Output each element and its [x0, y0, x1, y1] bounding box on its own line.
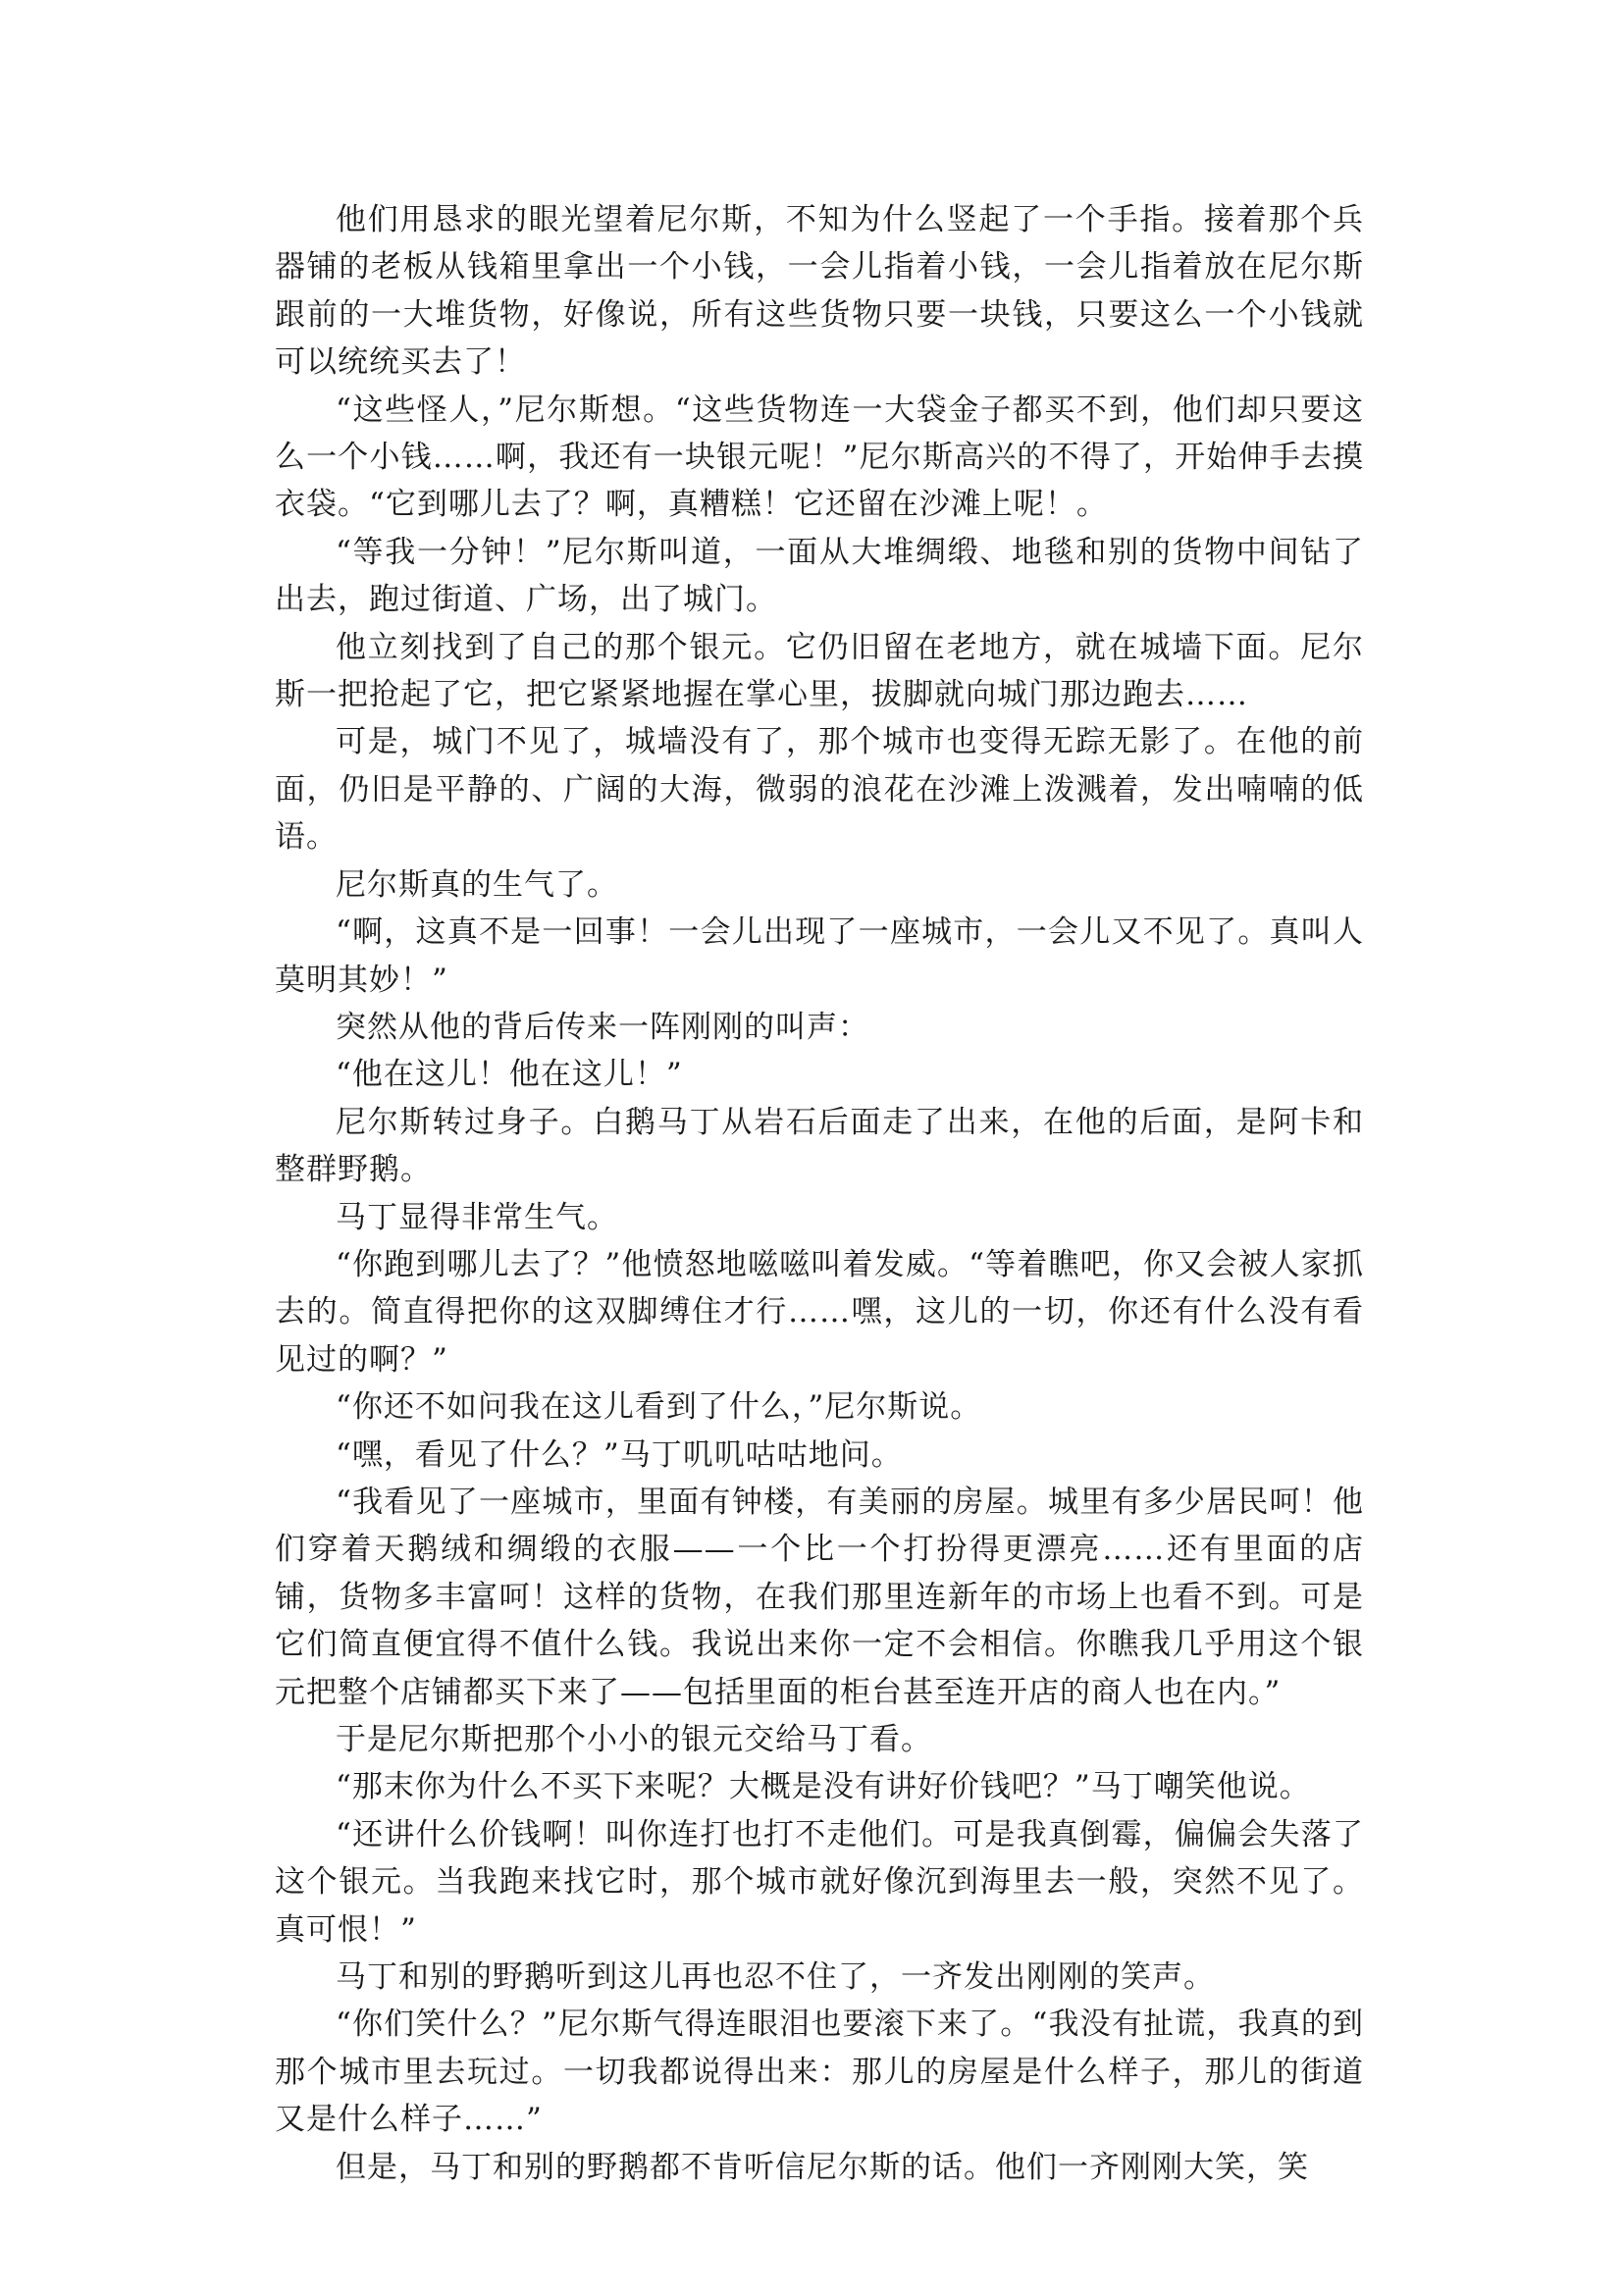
paragraph: “还讲什么价钱啊！叫你连打也打不走他们。可是我真倒霉，偏偏会失落了这个银元。当我跑来找它时，那个城市就好像沉到海里去一般，突然不见了。真可恨！” — [275, 1816, 1364, 1948]
paragraph: “你跑到哪儿去了？”他愤怒地嗞嗞叫着发威。“等着瞧吧，你又会被人家抓去的。简直得把你的这双脚缚住才行……嘿，这儿的一切，你还有什么没有看见过的啊？” — [275, 1246, 1364, 1378]
paragraph: 他们用恳求的眼光望着尼尔斯，不知为什么竖起了一个手指。接着那个兵器铺的老板从钱箱里拿出一个小钱，一会儿指着小钱，一会儿指着放在尼尔斯跟前的一大堆货物，好像说，所有这些货物只要一块钱，只要这么一个小钱就可以统统买去了！ — [275, 202, 1364, 381]
paragraph: “你们笑什么？”尼尔斯气得连眼泪也要滚下来了。“我没有扯谎，我真的到那个城市里去玩过。一切我都说得出来：那儿的房屋是什么样子，那儿的街道又是什么样子……” — [275, 2007, 1364, 2138]
paragraph: “他在这儿！他在这儿！” — [336, 1057, 683, 1093]
paragraph: 突然从他的背后传来一阵刚刚的叫声： — [336, 1009, 869, 1045]
paragraph: “你还不如问我在这儿看到了什么，”尼尔斯说。 — [336, 1389, 982, 1426]
paragraph: 但是，马丁和别的野鹅都不肯听信尼尔斯的话。他们一齐刚刚大笑，笑 — [336, 2149, 1309, 2185]
paragraph: “啊，这真不是一回事！一会儿出现了一座城市，一会儿又不见了。真叫人莫明其妙！” — [275, 914, 1364, 998]
story-text — [275, 196, 1364, 2191]
paragraph: 可是，城门不见了，城墙没有了，那个城市也变得无踪无影了。在他的前面，仍旧是平静的、广阔的大海，微弱的浪花在沙滩上泼溅着，发出喃喃的低语。 — [275, 724, 1364, 856]
paragraph: 尼尔斯转过身子。白鹅马丁从岩石后面走了出来，在他的后面，是阿卡和整群野鹅。 — [275, 1104, 1364, 1188]
paragraph: 尼尔斯真的生气了。 — [336, 866, 618, 903]
paragraph: 马丁显得非常生气。 — [336, 1199, 618, 1235]
paragraph: “嘿，看见了什么？”马丁叽叽咕咕地问。 — [336, 1436, 903, 1473]
paragraph: 马丁和别的野鹅听到这儿再也忍不住了，一齐发出刚刚的笑声。 — [336, 1959, 1215, 1996]
paragraph: “这些怪人，”尼尔斯想。“这些货物连一大袋金子都买不到，他们却只要这么一个小钱……啊，我还有一块银元呢！”尼尔斯高兴的不得了，开始伸手去摸衣袋。“它到哪儿去了？啊，真糟糕！它还留在沙滩上呢！。 — [275, 391, 1364, 523]
paragraph: 他立刻找到了自己的那个银元。它仍旧留在老地方，就在城墙下面。尼尔斯一把抢起了它，把它紧紧地握在掌心里，拔脚就向城门那边跑去…… — [275, 629, 1364, 713]
paragraph: 于是尼尔斯把那个小小的银元交给马丁看。 — [336, 1722, 932, 1757]
paragraph: “那末你为什么不买下来呢？大概是没有讲好价钱吧？”马丁嘲笑他说。 — [336, 1769, 1311, 1805]
paragraph: “我看见了一座城市，里面有钟楼，有美丽的房屋。城里有多少居民呵！他们穿着天鹅绒和绸缎的衣服——一个比一个打扮得更漂亮……还有里面的店铺，货物多丰富呵！这样的货物，在我们那里连新年的市场上也看不到。可是它们简直便宜得不值什么钱。我说出来你一定不会相信。你瞧我几乎用这个银元把整个店铺都买下来了——包括里面的柜台甚至连开店的商人也在内。” — [275, 1484, 1364, 1710]
paragraph: “等我一分钟！”尼尔斯叫道，一面从大堆绸缎、地毯和别的货物中间钻了出去，跑过街道、广场，出了城门。 — [275, 534, 1364, 618]
